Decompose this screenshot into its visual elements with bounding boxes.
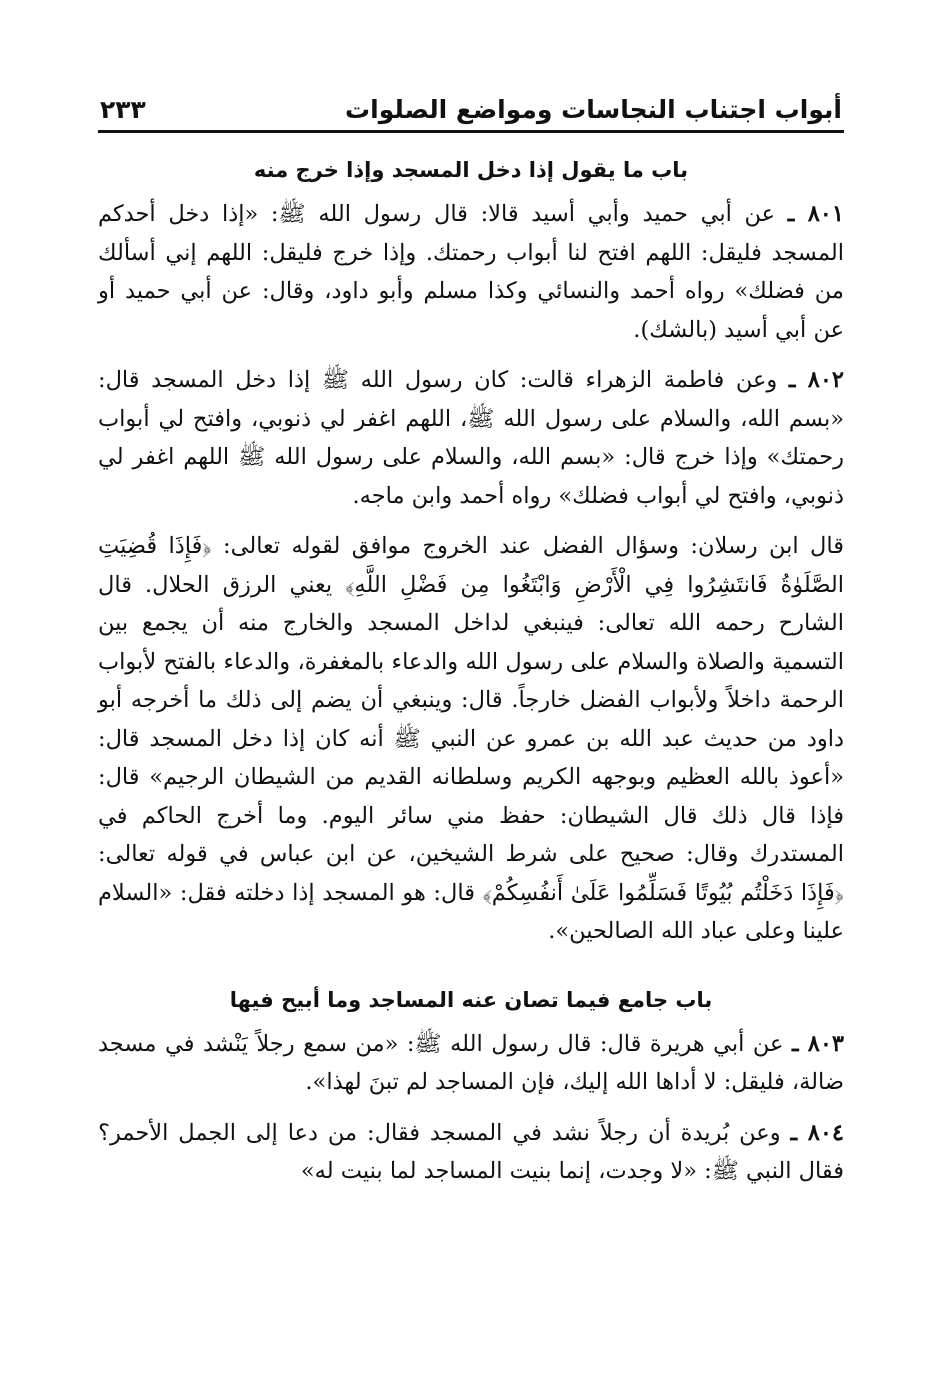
hadith-number: ٨٠٤ ـ (790, 1119, 844, 1146)
hadith-804 (98, 1114, 844, 1191)
hadith-text: عن أبي هريرة قال: قال رسول الله ﷺ: «من سمع رجلاً يَنْشد في مسجد ضالة، فليقل: لا أداها الله إليك، فإن المساجد لم تبنَ لهذا». (98, 1030, 844, 1095)
page-number: ٢٣٣ (100, 95, 146, 124)
hadith-text: وعن فاطمة الزهراء قالت: كان رسول الله ﷺ إذا دخل المسجد قال: «بسم الله، والسلام على رسول الله ﷺ، اللهم اغفر لي ذنوبي، وافتح لي أبواب رحمتك» وإذا خرج قال: «بسم الله، والسلام على رسول الله ﷺ اللهم اغفر لي ذنوبي، وافتح لي أبواب فضلك» رواه أحمد وابن ماجه. (98, 367, 844, 509)
hadith-text: عن أبي حميد وأبي أسيد قالا: قال رسول الله ﷺ: «إذا دخل أحدكم المسجد فليقل: اللهم افتح لنا أبواب رحمتك. وإذا خرج فليقل: اللهم إني أسألك من فضلك» رواه أحمد والنسائي وكذا مسلم وأبو داود، وقال: عن أبي حميد أو عن أبي أسيد (بالشك). (98, 201, 844, 343)
hadith-803 (98, 1025, 844, 1102)
hadith-802 (98, 361, 844, 515)
section-heading-entering-mosque: باب ما يقول إذا دخل المسجد وإذا خرج منه (253, 158, 689, 182)
book-page (98, 80, 844, 1191)
running-header (98, 80, 844, 124)
hadith-text: وعن بُريدة أن رجلاً نشد في المسجد فقال: من دعا إلى الجمل الأحمر؟ فقال النبي ﷺ: «لا وجدت، إنما بنيت المساجد لما بنيت له» (98, 1119, 844, 1184)
hadith-number: ٨٠٣ ـ (791, 1030, 844, 1057)
hadith-number: ٨٠١ ـ (787, 201, 844, 227)
section-heading-mosque-rules: باب جامع فيما تصان عنه المساجد وما أبيح فيها (229, 987, 713, 1012)
header-rule (98, 130, 844, 133)
commentary-text: قال ابن رسلان: وسؤال الفضل عند الخروج موافق لقوله تعالى: ﴿فَإِذَا قُضِيَتِ الصَّلَوٰةُ فَانتَشِرُوا فِي الْأَرْضِ وَابْتَغُوا مِن فَضْلِ اللَّهِ﴾ يعني الرزق الحلال. قال الشارح رحمه الله تعالى: فينبغي لداخل المسجد والخارج منه أن يجمع بين التسمية والصلاة والسلام على رسول الله والدعاء بالمغفرة، والدعاء بالفتح لأبواب الرحمة داخلاً ولأبواب الفضل خارجاً. قال: وينبغي أن يضم إلى ذلك ما أخرجه أبو داود من حديث عبد الله بن عمرو عن النبي ﷺ أنه كان إذا دخل المسجد قال: «أعوذ بالله العظيم وبوجهه الكريم وسلطانه القديم من الشيطان الرجيم» قال: فإذا قال ذلك قال الشيطان: حفظ مني سائر اليوم. وما أخرج الحاكم في المستدرك وقال: صحيح على شرط الشيخين، عن ابن عباس في قوله تعالى: ﴿فَإِذَا دَخَلْتُم بُيُوتًا فَسَلِّمُوا عَلَىٰ أَنفُسِكُمْ﴾ قال: هو المسجد إذا دخلته فقل: «السلام علينا وعلى عباد الله الصالحين». (98, 533, 844, 944)
commentary-paragraph (98, 527, 844, 951)
hadith-801 (98, 195, 844, 349)
running-title: أبواب اجتناب النجاسات ومواضع الصلوات (345, 95, 842, 124)
hadith-number: ٨٠٢ ـ (788, 367, 844, 393)
